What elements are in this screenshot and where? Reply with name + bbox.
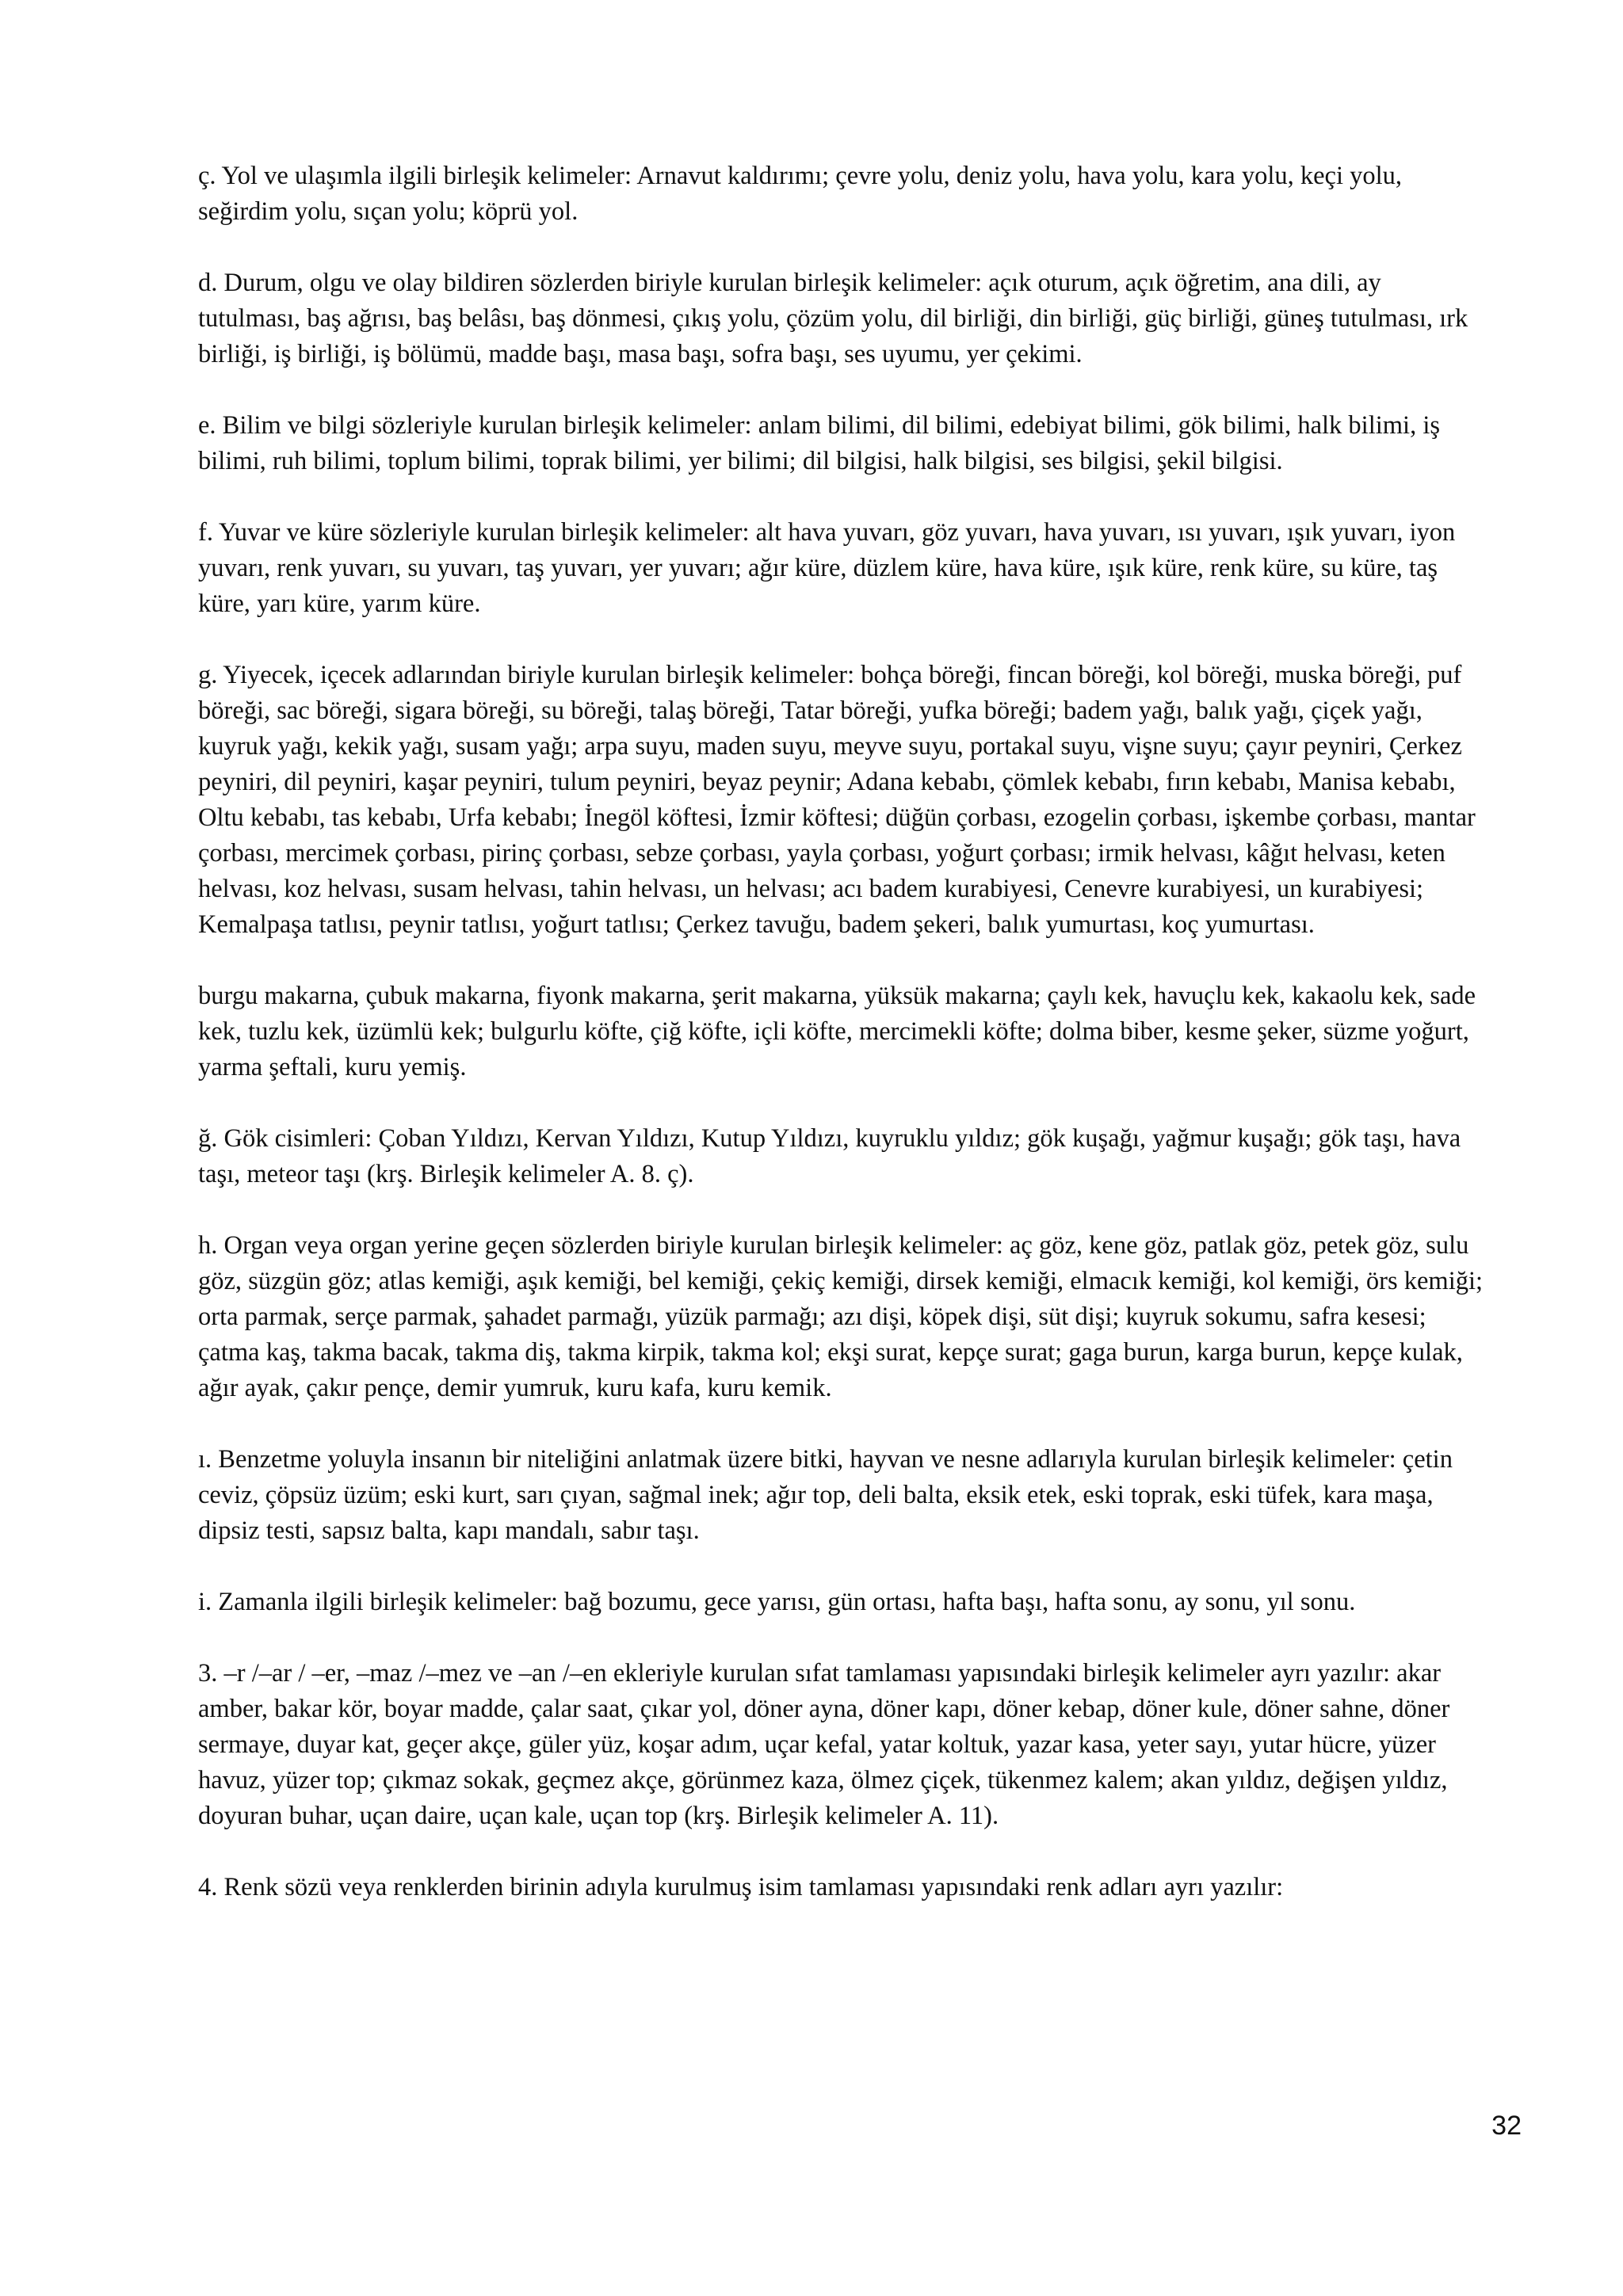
paragraph-g-yiyecek: g. Yiyecek, içecek adlarından biriyle kurulan birleşik kelimeler: bohça böreği, fincan böreği, kol böreği, muska böreği, puf böreği, sac böreği, sigara böreği, su böreği, talaş böreği, Tatar böreği, yufka böreği; badem yağı, balık yağı, çiçek yağı, kuyruk yağı, kekik yağı, susam yağı; arpa suyu, maden suyu, meyve suyu, portakal suyu, vişne suyu; çayır peyniri, Çerkez peyniri, dil peyniri, kaşar peyniri, tulum peyniri, beyaz peynir; Adana kebabı, çömlek kebabı, fırın kebabı, Manisa kebabı, Oltu kebabı, tas kebabı, Urfa kebabı; İnegöl köftesi, İzmir köftesi; düğün çorbası, ezogelin çorbası, işkembe çorbası, mantar çorbası, mercimek çorbası, pirinç çorbası, sebze çorbası, yayla çorbası, yoğurt çorbası; irmik helvası, kâğıt helvası, keten helvası, koz helvası, susam helvası, tahin helvası, un helvası; acı badem kurabiyesi, Cenevre kurabiyesi, un kurabiyesi; Kemalpaşa tatlısı, peynir tatlısı, yoğurt tatlısı; Çerkez tavuğu, badem şekeri, balık yumurtası, koç yumurtası. (198, 661, 1476, 939)
paragraph-h-organ: h. Organ veya organ yerine geçen sözlerden biriyle kurulan birleşik kelimeler: aç göz, kene göz, patlak göz, petek göz, sulu göz, süzgün göz; atlas kemiği, aşık kemiği, bel kemiği, çekiç kemiği, dirsek kemiği, elmacık kemiği, kol kemiği, örs kemiği; orta parmak, serçe parmak, şahadet parmağı, yüzük parmağı; azı dişi, köpek dişi, süt dişi; kuyruk sokumu, safra kesesi; çatma kaş, takma bacak, takma diş, takma kirpik, takma kol; ekşi surat, kepçe surat; gaga burun, karga burun, kepçe kulak, ağır ayak, çakır pençe, demir yumruk, kuru kafa, kuru kemik. (198, 1231, 1484, 1402)
paragraph-d-durum: d. Durum, olgu ve olay bildiren sözlerden biriyle kurulan birleşik kelimeler: açık oturum, açık öğretim, ana dili, ay tutulması, baş ağrısı, baş belâsı, baş dönmesi, çıkış yolu, çözüm yolu, dil birliği, din birliği, güç birliği, güneş tutulması, ırk birliği, iş birliği, iş bölümü, madde başı, masa başı, sofra başı, ses uyumu, yer çekimi. (198, 269, 1468, 368)
paragraph-dotless-i-benzetme: ı. Benzetme yoluyla insanın bir niteliğini anlatmak üzere bitki, hayvan ve nesne adlarıyla kurulan birleşik kelimeler: çetin ceviz, çöpsüz üzüm; eski kurt, sarı çıyan, sağmal inek; ağır top, deli balta, eksik etek, eski toprak, eski tüfek, kara maşa, dipsiz testi, sapsız balta, kapı mandalı, sabır taşı. (198, 1445, 1453, 1545)
paragraph-burgu-makarna: burgu makarna, çubuk makarna, fiyonk makarna, şerit makarna, yüksük makarna; çaylı kek, havuçlu kek, kakaolu kek, sade kek, tuzlu kek, üzümlü kek; bulgurlu köfte, çiğ köfte, içli köfte, mercimekli köfte; dolma biber, kesme şeker, süzme yoğurt, yarma şeftali, kuru yemiş. (198, 982, 1476, 1081)
page-body (198, 158, 1486, 1941)
page-number: 32 (1491, 2111, 1522, 2141)
paragraph-g-breve-gok: ğ. Gök cisimleri: Çoban Yıldızı, Kervan Yıldızı, Kutup Yıldızı, kuyruklu yıldız; gök kuşağı, yağmur kuşağı; gök taşı, hava taşı, meteor taşı (krş. Birleşik kelimeler A. 8. ç). (198, 1124, 1461, 1188)
paragraph-f-yuvar: f. Yuvar ve küre sözleriyle kurulan birleşik kelimeler: alt hava yuvarı, göz yuvarı, hava yuvarı, ısı yuvarı, ışık yuvarı, iyon yuvarı, renk yuvarı, su yuvarı, taş yuvarı, yer yuvarı; ağır küre, düzlem küre, hava küre, ışık küre, renk küre, su küre, taş küre, yarı küre, yarım küre. (198, 518, 1456, 618)
paragraph-e-bilim: e. Bilim ve bilgi sözleriyle kurulan birleşik kelimeler: anlam bilimi, dil bilimi, edebiyat bilimi, gök bilimi, halk bilimi, iş bilimi, ruh bilimi, toplum bilimi, toprak bilimi, yer bilimi; dil bilgisi, halk bilgisi, ses bilgisi, şekil bilgisi. (198, 411, 1440, 475)
paragraph-3-sifat: 3. –r /–ar / –er, –maz /–mez ve –an /–en ekleriyle kurulan sıfat tamlaması yapısındaki birleşik kelimeler ayrı yazılır: akar amber, bakar kör, boyar madde, çalar saat, çıkar yol, döner ayna, döner kapı, döner kebap, döner kule, döner sahne, döner sermaye, duyar kat, geçer akçe, güler yüz, koşar adım, uçar kefal, yatar koltuk, yazar kasa, yeter sayı, yutar hücre, yüzer havuz, yüzer top; çıkmaz sokak, geçmez akçe, görünmez kaza, ölmez çiçek, tükenmez kalem; akan yıldız, değişen yıldız, doyuran buhar, uçan daire, uçan kale, uçan top (krş. Birleşik kelimeler A. 11). (198, 1659, 1450, 1830)
paragraph-4-renk: 4. Renk sözü veya renklerden birinin adıyla kurulmuş isim tamlaması yapısındaki renk adları ayrı yazılır: (198, 1873, 1284, 1901)
paragraph-c-cedilla-yol: ç. Yol ve ulaşımla ilgili birleşik kelimeler: Arnavut kaldırımı; çevre yolu, deniz yolu, hava yolu, kara yolu, keçi yolu, seğirdim yolu, sıçan yolu; köprü yol. (198, 162, 1403, 226)
paragraph-i-zaman: i. Zamanla ilgili birleşik kelimeler: bağ bozumu, gece yarısı, gün ortası, hafta başı, hafta sonu, ay sonu, yıl sonu. (198, 1588, 1356, 1616)
